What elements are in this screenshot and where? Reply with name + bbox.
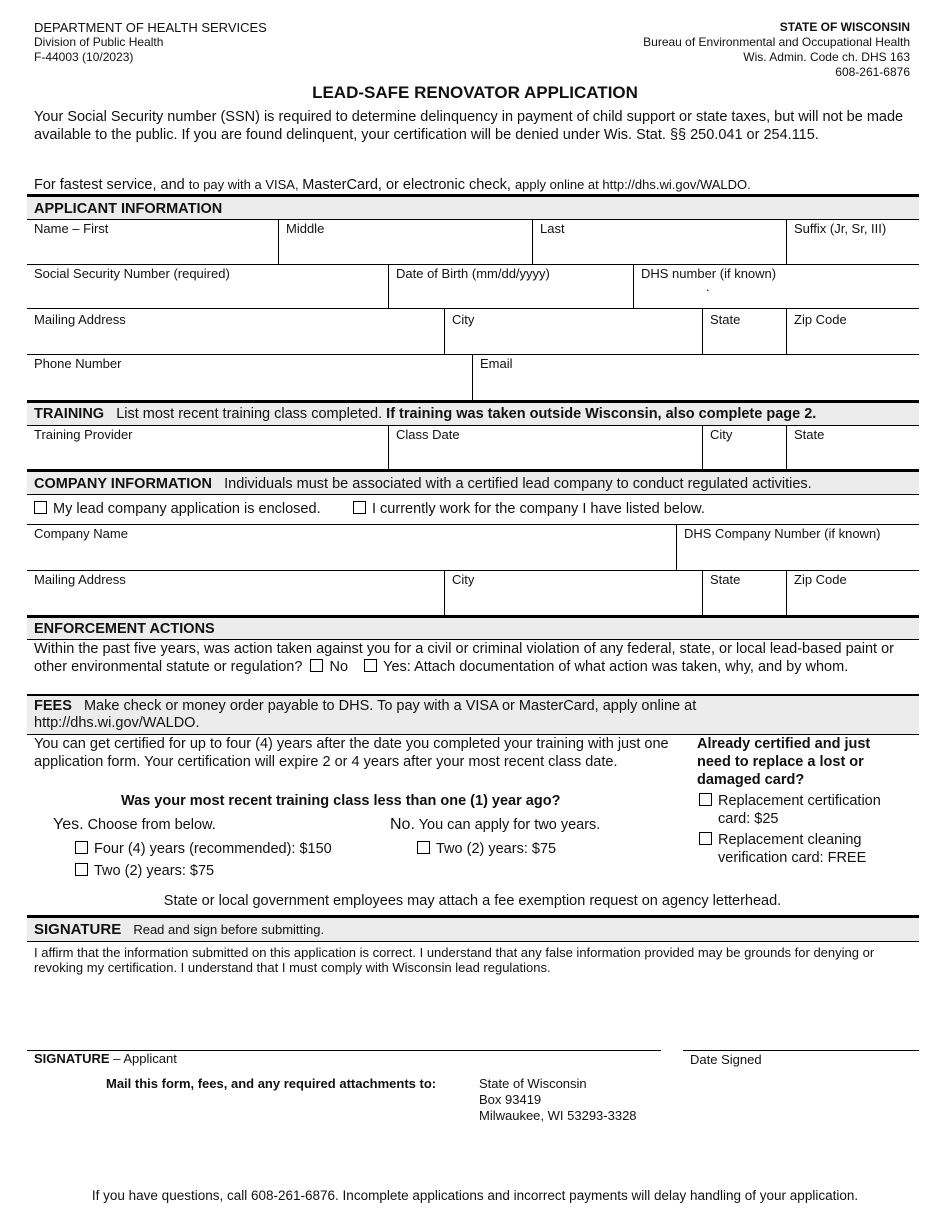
page-title: LEAD-SAFE RENOVATOR APPLICATION <box>312 83 638 102</box>
company-city-label: City <box>452 572 475 587</box>
fees-no-text: You can apply for two years. <box>418 817 601 833</box>
signature-note: Read and sign before submitting. <box>133 922 325 937</box>
fees-yes-text: Choose from below. <box>87 817 216 833</box>
signature-heading: SIGNATURE <box>34 921 122 938</box>
footer-note: If you have questions, call 608-261-6876. Incomplete applications and incorrect payments will delay handling of your application. <box>91 1188 859 1203</box>
fast-small2: apply online at http://dhs.wi.gov/WALDO. <box>514 177 751 192</box>
zip-field[interactable] <box>787 310 919 354</box>
training-provider-label: Training Provider <box>34 427 133 442</box>
ssn-field[interactable] <box>27 264 389 308</box>
state-header <box>643 20 910 80</box>
enforcement-no-checkbox[interactable] <box>310 659 323 672</box>
training-note: List most recent training class completed. <box>116 406 383 422</box>
replacement-cert-option[interactable] <box>699 792 909 828</box>
state-field[interactable] <box>703 310 787 354</box>
fees-note: Make check or money order payable to DHS. To pay with a VISA or MasterCard, apply online at http://dhs.wi.gov/WALDO. <box>34 698 697 731</box>
date-signed-line[interactable] <box>683 1050 919 1051</box>
form-id: F-44003 (10/2023) <box>34 50 134 64</box>
bureau-name: Bureau of Environmental and Occupational Health <box>643 35 910 49</box>
enforcement-yes-checkbox[interactable] <box>364 659 377 672</box>
replacement-cleaning-label: Replacement cleaning verification card: FREE <box>718 832 867 866</box>
ssn-label: Social Security Number (required) <box>34 266 230 281</box>
phone-label: Phone Number <box>34 356 122 371</box>
enforcement-section-header <box>27 615 919 639</box>
company-name-field[interactable] <box>27 524 677 570</box>
dhs-number-dot: . <box>706 279 710 294</box>
company-mailing-label: Mailing Address <box>34 572 126 587</box>
fee-four-years-label: Four (4) years (recommended): $150 <box>94 841 332 857</box>
fee-two-years-option[interactable] <box>75 862 214 880</box>
city-label: City <box>452 312 475 327</box>
signature-label-rest: – Applicant <box>109 1051 177 1066</box>
fees-intro: You can get certified for up to four (4) years after the date you completed your training with just one application form. Your certification will expire 2 or 4 years after your most recent class date. <box>34 736 669 770</box>
enforcement-text: Within the past five years, was action taken against you for a civil or criminal violation of any federal, state, or local lead-based paint or other environmental statute or regulation? <box>34 641 894 675</box>
training-state-field[interactable] <box>787 425 919 469</box>
state-label: State <box>710 312 741 327</box>
mailing-address-label: Mailing Address <box>34 312 126 327</box>
fast-small1: to pay with a VISA, <box>188 177 303 192</box>
company-zip-field[interactable] <box>787 570 919 615</box>
training-provider-field[interactable] <box>27 425 389 469</box>
fees-yes-heading <box>53 816 216 834</box>
training-city-field[interactable] <box>703 425 787 469</box>
company-app-enclosed-checkbox[interactable] <box>34 501 47 514</box>
first-name-label: Name – First <box>34 221 109 236</box>
company-heading: COMPANY INFORMATION <box>34 476 213 492</box>
middle-name-label: Middle <box>286 221 325 236</box>
fast-mid: MasterCard, or electronic check, <box>302 177 515 193</box>
enforcement-heading: ENFORCEMENT ACTIONS <box>34 621 215 637</box>
zip-label: Zip Code <box>794 312 847 327</box>
fee-no-two-years-label: Two (2) years: $75 <box>436 841 557 857</box>
dhs-number-label: DHS number (if known) <box>641 266 777 281</box>
mail-line1: State of Wisconsin <box>479 1076 587 1091</box>
divider <box>27 494 919 495</box>
mail-line3: Milwaukee, WI 53293-3328 <box>479 1108 637 1123</box>
company-note: Individuals must be associated with a certified lead company to conduct regulated activities. <box>224 476 812 492</box>
signature-label-bold: SIGNATURE <box>34 1051 110 1066</box>
divider <box>27 941 919 942</box>
fee-two-years-checkbox[interactable] <box>75 863 88 876</box>
fee-no-two-years-checkbox[interactable] <box>417 841 430 854</box>
signature-section-header <box>27 915 919 941</box>
agency-header <box>34 20 267 65</box>
training-section-header <box>27 400 919 425</box>
applicant-heading: APPLICANT INFORMATION <box>34 201 223 217</box>
fees-no-label: No. <box>390 816 415 833</box>
fees-yes-label: Yes. <box>53 816 84 833</box>
company-zip-label: Zip Code <box>794 572 847 587</box>
middle-name-field[interactable] <box>279 219 532 264</box>
city-field[interactable] <box>445 310 703 354</box>
last-name-label: Last <box>540 221 565 236</box>
company-city-field[interactable] <box>445 570 703 615</box>
company-name-label: Company Name <box>34 526 128 541</box>
suffix-label: Suffix (Jr, Sr, III) <box>794 221 887 236</box>
fees-heading: FEES <box>34 698 72 714</box>
fast-service-note <box>34 177 751 193</box>
replacement-cert-label: Replacement certification card: $25 <box>718 793 881 827</box>
training-city-label: City <box>710 427 733 442</box>
state-name: STATE OF WISCONSIN <box>779 20 910 34</box>
company-app-enclosed-label: My lead company application is enclosed. <box>53 501 321 517</box>
applicant-section-header <box>27 194 919 219</box>
fees-no-heading <box>390 816 600 834</box>
enforcement-question <box>34 640 909 676</box>
company-state-field[interactable] <box>703 570 787 615</box>
replacement-heading: Already certified and just need to replace a lost or damaged card? <box>697 736 871 788</box>
affirmation-text: I affirm that the information submitted on this application is correct. I understand that any false information provided may be grounds for denying or revoking my certification. I understand that I must comply with Wisconsin lead regulations. <box>34 945 875 975</box>
email-field[interactable] <box>473 354 919 400</box>
fees-question: Was your most recent training class less than one (1) year ago? <box>121 793 561 809</box>
fee-exemption-note: State or local government employees may attach a fee exemption request on agency letterhead. <box>163 893 782 909</box>
department-name: DEPARTMENT OF HEALTH SERVICES <box>34 20 267 35</box>
fast-lead: For fastest service, and <box>34 177 189 193</box>
dhs-company-number-field[interactable] <box>677 524 919 570</box>
company-state-label: State <box>710 572 741 587</box>
company-section-header <box>27 469 919 494</box>
work-for-company-option[interactable] <box>353 500 705 518</box>
enforcement-no-label: No <box>329 659 349 675</box>
training-note-bold: If training was taken outside Wisconsin, also complete page 2. <box>386 406 817 422</box>
dhs-company-number-label: DHS Company Number (if known) <box>684 526 881 541</box>
fee-four-years-checkbox[interactable] <box>75 841 88 854</box>
company-mailing-field[interactable] <box>27 570 445 615</box>
mail-line2: Box 93419 <box>479 1092 542 1107</box>
first-name-field[interactable] <box>27 219 279 264</box>
fee-no-two-years-option[interactable] <box>417 840 556 858</box>
work-for-company-checkbox[interactable] <box>353 501 366 514</box>
mail-label: Mail this form, fees, and any required attachments to: <box>106 1076 437 1091</box>
dob-field[interactable] <box>389 264 634 308</box>
division-name: Division of Public Health <box>34 35 164 49</box>
class-date-field[interactable] <box>389 425 703 469</box>
date-signed-label: Date Signed <box>690 1052 762 1067</box>
training-heading: TRAINING <box>34 406 105 422</box>
class-date-label: Class Date <box>396 427 460 442</box>
mail-address <box>479 1076 637 1124</box>
enforcement-yes-label: Yes: Attach documentation of what action was taken, why, and by whom. <box>383 659 849 675</box>
last-name-field[interactable] <box>533 219 786 264</box>
replacement-cert-checkbox[interactable] <box>699 793 712 806</box>
fee-two-years-label: Two (2) years: $75 <box>94 863 215 879</box>
fees-section-header <box>27 694 919 734</box>
header-phone: 608-261-6876 <box>835 65 910 79</box>
admin-code: Wis. Admin. Code ch. DHS 163 <box>743 50 910 64</box>
ssn-notice: Your Social Security number (SSN) is required to determine delinquency in payment of child support or state taxes, but will not be made available to the public. If you are found delinquent, your certification will be denied under Wis. Stat. §§ 250.041 or 254.115. <box>34 109 904 143</box>
replacement-cleaning-option[interactable] <box>699 831 909 867</box>
training-state-label: State <box>794 427 825 442</box>
work-for-company-label: I currently work for the company I have listed below. <box>372 501 705 517</box>
fee-four-years-option[interactable] <box>75 840 332 858</box>
signature-label <box>34 1051 177 1066</box>
suffix-field[interactable] <box>787 219 919 264</box>
mailing-address-field[interactable] <box>27 310 445 354</box>
company-app-enclosed-option[interactable] <box>34 500 321 518</box>
replacement-cleaning-checkbox[interactable] <box>699 832 712 845</box>
dob-label: Date of Birth (mm/dd/yyyy) <box>396 266 550 281</box>
dhs-number-field[interactable] <box>634 264 919 308</box>
phone-field[interactable] <box>27 354 473 400</box>
email-label: Email <box>480 356 513 371</box>
